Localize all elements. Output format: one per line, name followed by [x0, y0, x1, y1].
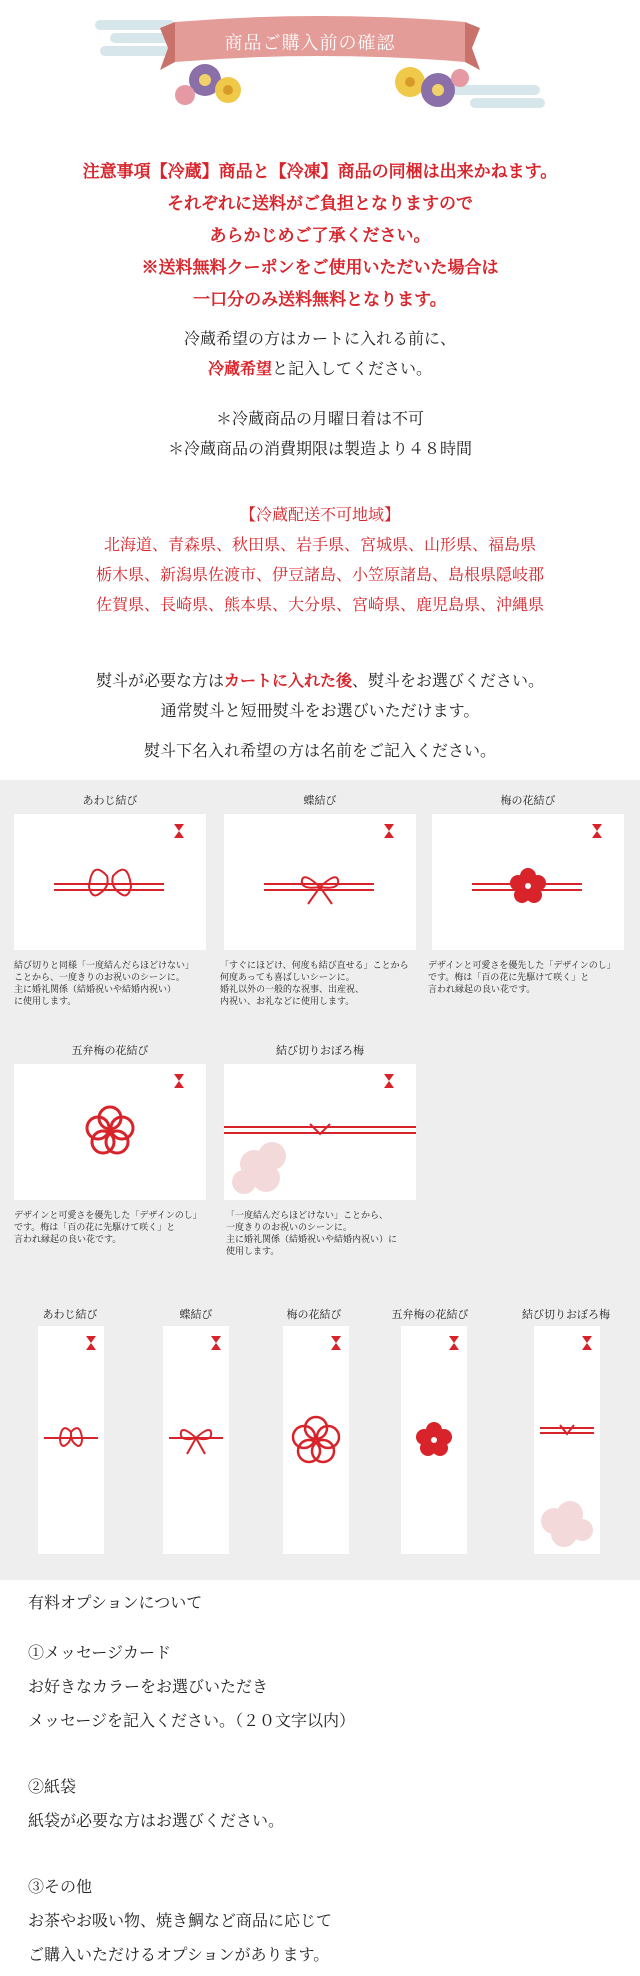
- noshi-name-note: 熨斗下名入れ希望の方は名前をご記入ください。: [143, 741, 496, 760]
- chilled-instructions: [0, 324, 640, 384]
- noshi-card-oboro[interactable]: [224, 1064, 416, 1200]
- desc-line: 言われ縁起の良い花です。: [428, 985, 536, 995]
- card-desc-ume: [428, 960, 638, 996]
- awaji-knot-icon: [14, 814, 206, 950]
- header-banner: [0, 0, 640, 130]
- bow-knot-icon: [163, 1326, 229, 1554]
- noshi-line1-pre: 熨斗が必要な方は: [95, 671, 224, 690]
- tanzaku-title-awaji: あわじ結び: [42, 1308, 98, 1321]
- cloud-right-icon: [450, 85, 545, 108]
- notice-line: 一口分のみ送料無料となります。: [193, 290, 447, 310]
- plum-blossom-icon: [401, 1326, 467, 1554]
- five-petal-plum-icon: [283, 1326, 349, 1554]
- chilled-keyword: 冷蔵希望: [207, 359, 272, 378]
- option-other-line: お茶やお吸い物、焼き鯛など商品に応じて: [28, 1911, 333, 1930]
- region-line: 佐賀県、長崎県、熊本県、大分県、宮崎県、鹿児島県、沖縄県: [95, 595, 544, 614]
- card-title-ume: 梅の花結び: [500, 794, 556, 807]
- desc-line: 主に婚礼関係（結婚祝いや結婚内祝い）: [14, 985, 177, 995]
- noshi-line2: 通常熨斗と短冊熨斗をお選びいただけます。: [160, 701, 480, 720]
- no-chilled-regions: [0, 500, 640, 620]
- desc-line: 何度あっても喜ばしいシーンに。: [220, 973, 355, 983]
- tanzaku-title-chou: 蝶結び: [179, 1308, 213, 1321]
- oboro-plum-icon: [224, 1064, 416, 1200]
- tanzaku-card-goben[interactable]: [401, 1326, 467, 1554]
- tanzaku-title-goben: 五弁梅の花結び: [391, 1308, 469, 1321]
- desc-line: 婚礼以外の一般的な祝事、出産祝、: [220, 985, 365, 995]
- tanzaku-title-oboro: 結び切りおぼろ梅: [522, 1308, 610, 1321]
- desc-line: 一度きりのお祝いのシーンに。: [226, 1223, 352, 1233]
- notice-line: それぞれに送料がご負担となりますので: [167, 194, 473, 214]
- noshi-line1-highlight: カートに入れた後: [223, 671, 352, 690]
- noshi-instructions: [0, 666, 640, 726]
- notice-block: [0, 156, 640, 316]
- card-desc-chou: [220, 960, 430, 1008]
- tanzaku-title-ume: 梅の花結び: [286, 1308, 342, 1321]
- desc-line: 結び切りと同様「一度結んだらほどけない」: [14, 961, 195, 971]
- card-desc-oboro: [226, 1210, 436, 1258]
- chilled-note: ＊冷蔵商品の消費期限は製造より４８時間: [167, 439, 472, 458]
- chilled-line1: 冷蔵希望の方はカートに入れる前に、: [183, 329, 456, 348]
- banner-title: 商品ご購入前の確認: [224, 33, 396, 54]
- notice-line: ※送料無料クーポンをご使用いただいた場合は: [141, 258, 499, 278]
- desc-line: デザインと可愛さを優先した「デザインのし」: [428, 961, 616, 971]
- option-message-card-title: ①メッセージカード: [28, 1643, 172, 1662]
- desc-line: 主に婚礼関係（結婚祝いや結婚内祝い）に: [226, 1235, 398, 1245]
- chilled-line2-rest: と記入してください。: [272, 359, 433, 378]
- noshi-card-ume[interactable]: [432, 814, 624, 950]
- bow-knot-icon: [224, 814, 416, 950]
- noshi-line1: [0, 666, 640, 696]
- tanzaku-card-awaji[interactable]: [38, 1326, 104, 1554]
- awaji-knot-icon: [38, 1326, 104, 1554]
- flower-cluster-left-icon: [175, 64, 241, 105]
- option-message-card-line: お好きなカラーをお選びいただき: [28, 1677, 269, 1696]
- tanzaku-card-chou[interactable]: [163, 1326, 229, 1554]
- noshi-card-awaji[interactable]: [14, 814, 206, 950]
- desc-line: 言われ縁起の良い花です。: [14, 1235, 122, 1245]
- card-desc-goben: [14, 1210, 224, 1246]
- desc-line: 使用します。: [226, 1247, 280, 1257]
- option-message-card-line: メッセージを記入ください。（２０文字以内）: [28, 1711, 356, 1730]
- desc-line: デザインと可愛さを優先した「デザインのし」: [14, 1211, 202, 1221]
- card-title-goben: 五弁梅の花結び: [71, 1044, 149, 1057]
- option-other-title: ③その他: [28, 1877, 93, 1896]
- desc-line: 「一度結んだらほどけない」ことから、: [226, 1211, 389, 1221]
- tanzaku-card-ume[interactable]: [283, 1326, 349, 1554]
- chilled-note: ＊冷蔵商品の月曜日着は不可: [215, 409, 424, 428]
- options-heading: 有料オプションについて: [28, 1593, 203, 1612]
- desc-line: です。梅は「百の花に先駆けて咲く」と: [14, 1223, 176, 1233]
- option-other-line: ご購入いただけるオプションがあります。: [28, 1945, 330, 1964]
- noshi-card-chou[interactable]: [224, 814, 416, 950]
- card-title-chou: 蝶結び: [303, 794, 337, 807]
- card-title-awaji: あわじ結び: [82, 794, 138, 807]
- region-line: 栃木県、新潟県佐渡市、伊豆諸島、小笠原諸島、島根県隠岐郡: [95, 565, 544, 584]
- desc-line: です。梅は「百の花に先駆けて咲く」と: [428, 973, 590, 983]
- notice-line: 注意事項【冷蔵】商品と【冷凍】商品の同梱は出来かねます。: [82, 162, 558, 182]
- banner-decoration: [0, 0, 640, 130]
- desc-line: 内祝い、お礼などに使用します。: [220, 997, 355, 1007]
- noshi-sample-panel: [0, 780, 640, 1580]
- region-line: 北海道、青森県、秋田県、岩手県、宮城県、山形県、福島県: [103, 535, 536, 554]
- noshi-card-goben[interactable]: [14, 1064, 206, 1200]
- option-paper-bag-line: 紙袋が必要な方はお選びください。: [28, 1811, 285, 1830]
- notice-line: あらかじめご了承ください。: [209, 226, 431, 246]
- chilled-line2: [0, 354, 640, 384]
- desc-line: ことから、一度きりのお祝いのシーンに。: [14, 973, 185, 983]
- option-paper-bag-title: ②紙袋: [28, 1777, 77, 1796]
- five-petal-plum-icon: [14, 1064, 206, 1200]
- desc-line: 「すぐにほどけ、何度も結び直せる」ことから: [220, 961, 409, 971]
- card-desc-awaji: [14, 960, 214, 1008]
- oboro-plum-icon: [534, 1326, 600, 1554]
- tanzaku-card-oboro[interactable]: [534, 1326, 600, 1554]
- no-chilled-heading: 【冷蔵配送不可地域】: [239, 505, 400, 524]
- chilled-notes: [0, 404, 640, 464]
- noshi-line1-post: 、熨斗をお選びください。: [352, 671, 545, 690]
- desc-line: に使用します。: [14, 997, 77, 1007]
- card-title-oboro: 結び切りおぼろ梅: [276, 1044, 364, 1057]
- plum-blossom-icon: [432, 814, 624, 950]
